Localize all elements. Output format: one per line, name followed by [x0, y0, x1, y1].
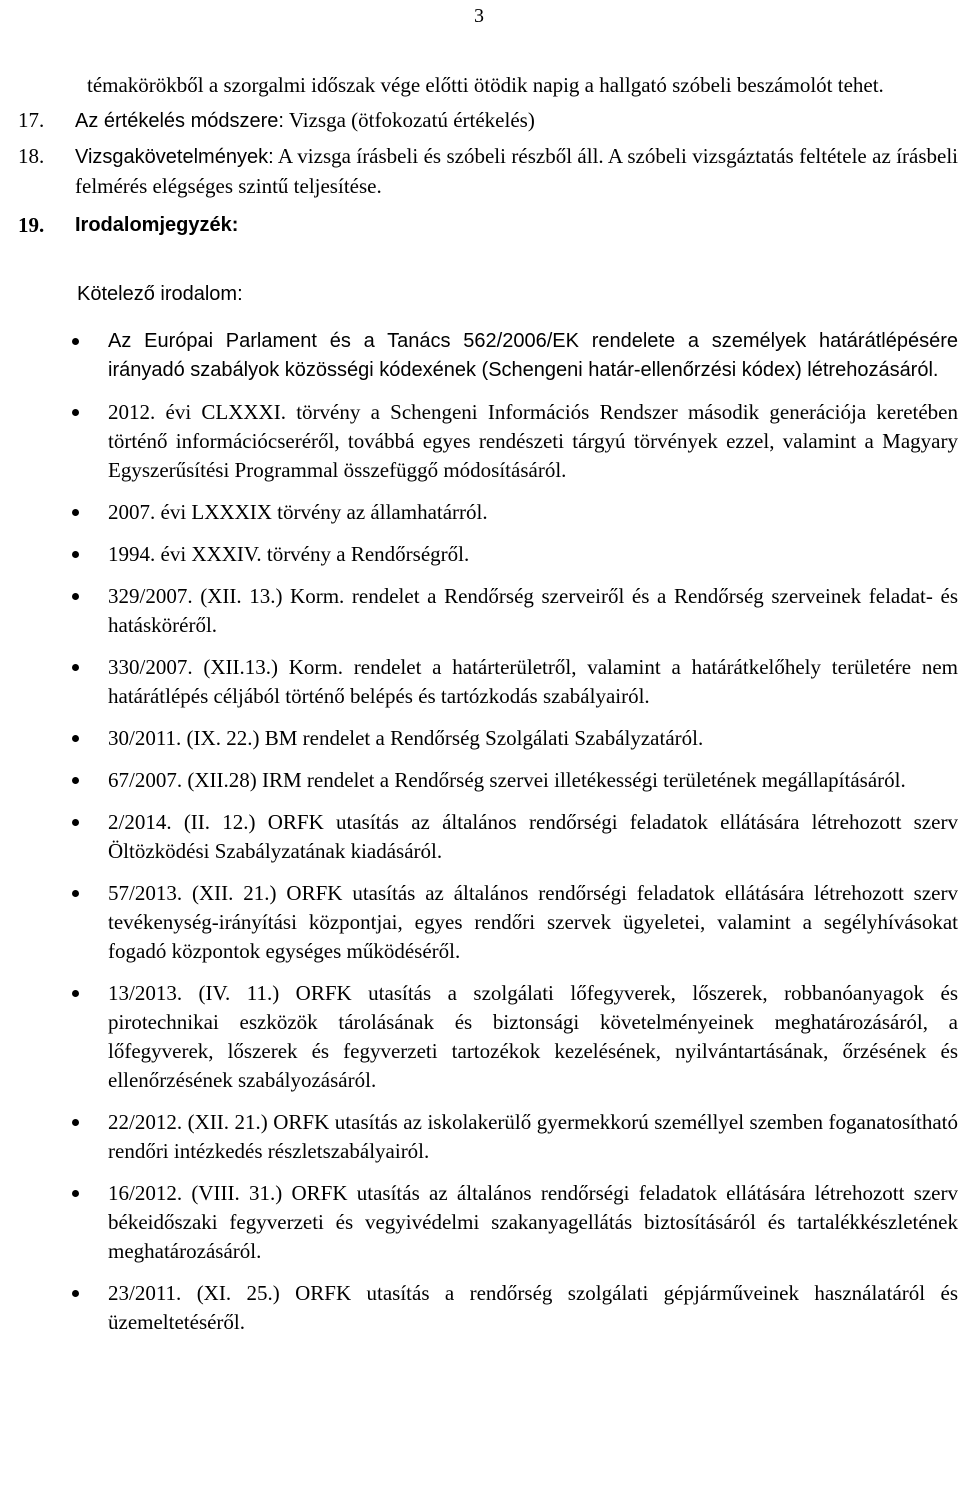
bullet-icon — [72, 1190, 79, 1197]
intro-paragraph: témakörökből a szorgalmi időszak vége előtti ötödik napig a hallgató szóbeli beszámolót tehet. — [87, 73, 884, 97]
section-17-number: 17. — [18, 108, 45, 132]
section-18-label: Vizsgakövetelmények: — [75, 146, 274, 168]
bullet-icon — [72, 735, 79, 742]
section-19-title: Irodalomjegyzék: — [75, 214, 239, 236]
bullet-icon — [72, 1290, 79, 1297]
list-item: 23/2011. (XI. 25.) ORFK utasítás a rendőrség szolgálati gépjárműveinek használatáról és üzemeltetéséről. — [0, 1279, 960, 1337]
bullet-icon — [72, 664, 79, 671]
list-item: 2012. évi CLXXXI. törvény a Schengeni Információs Rendszer második generációja keretében történő információcseréről, továbbá egyes rendészeti tárgyú törvények ezzel, valamint a Magyary Egyszerűsítési Programmal összefüggő módosításáról. — [0, 398, 960, 485]
bullet-icon — [72, 990, 79, 997]
section-17-label: Az értékelés módszere: — [75, 110, 284, 132]
list-item: 57/2013. (XII. 21.) ORFK utasítás az általános rendőrségi feladatok ellátására létrehozott szerv tevékenység-irányítási központjai, egyes rendőri szervek ügyeletei, valamint a segélyhívásokat fogadó központok egységes működéséről. — [0, 879, 960, 966]
list-item: 22/2012. (XII. 21.) ORFK utasítás az iskolakerülő gyermekkorú személlyel szemben foganatosítható rendőri intézkedés részletszabályairól. — [0, 1108, 960, 1166]
bullet-icon — [72, 338, 79, 345]
list-item: 2007. évi LXXXIX törvény az államhatárról. — [0, 498, 960, 527]
section-19 — [0, 211, 960, 240]
section-18 — [0, 142, 960, 201]
list-item: 330/2007. (XII.13.) Korm. rendelet a határterületről, valamint a határátkelőhely területére nem határátlépés céljából történő belépés és tartózkodás szabályairól. — [0, 653, 960, 711]
list-item: 2/2014. (II. 12.) ORFK utasítás az általános rendőrségi feladatok ellátására létrehozott szerv Öltözködési Szabályzatának kiadásáról. — [0, 808, 960, 866]
list-item: 16/2012. (VIII. 31.) ORFK utasítás az általános rendőrségi feladatok ellátására létrehozott szerv békeidőszaki fegyverzeti és vegyivédelmi szakanyagellátás biztosításáról és tartalékkészletének meghatározásáról. — [0, 1179, 960, 1266]
bullet-icon — [72, 819, 79, 826]
bullet-icon — [72, 890, 79, 897]
section-17-text: Vizsga (ötfokozatú értékelés) — [283, 108, 535, 132]
section-17 — [0, 106, 960, 136]
section-18-number: 18. — [18, 144, 45, 168]
reference-list — [0, 327, 960, 1337]
list-item: 30/2011. (IX. 22.) BM rendelet a Rendőrség Szolgálati Szabályzatáról. — [0, 724, 960, 753]
page-number: 3 — [474, 5, 484, 27]
bullet-icon — [72, 509, 79, 516]
required-literature-heading: Kötelező irodalom: — [77, 283, 243, 305]
bullet-icon — [72, 593, 79, 600]
list-item: Az Európai Parlament és a Tanács 562/2006/EK rendelete a személyek határátlépésére irányadó szabályok közösségi kódexének (Schengeni határ-ellenőrzési kódex) létrehozásáról. — [0, 327, 960, 385]
bullet-icon — [72, 551, 79, 558]
bullet-icon — [72, 1119, 79, 1126]
document-body — [0, 71, 960, 1350]
bullet-icon — [72, 777, 79, 784]
list-item: 329/2007. (XII. 13.) Korm. rendelet a Rendőrség szerveiről és a Rendőrség szerveinek feladat- és hatásköréről. — [0, 582, 960, 640]
section-19-number: 19. — [18, 213, 45, 237]
list-item: 67/2007. (XII.28) IRM rendelet a Rendőrség szervei illetékességi területének megállapításáról. — [0, 766, 960, 795]
list-item: 1994. évi XXXIV. törvény a Rendőrségről. — [0, 540, 960, 569]
list-item: 13/2013. (IV. 11.) ORFK utasítás a szolgálati lőfegyverek, lőszerek, robbanóanyagok és pirotechnikai eszközök tárolásának és biztonsági követelményeinek meghatározásáról, a lőfegyverek, lőszerek és fegyverzeti tartozékok kezelésének, nyilvántartásának, őrzésének és ellenőrzésének szabályozásáról. — [0, 979, 960, 1095]
section-18-text: A vizsga írásbeli és szóbeli részből áll. A szóbeli vizsgáztatás feltétele az írásbeli felmérés elégséges szintű teljesítése. — [75, 144, 958, 198]
bullet-icon — [72, 409, 79, 416]
